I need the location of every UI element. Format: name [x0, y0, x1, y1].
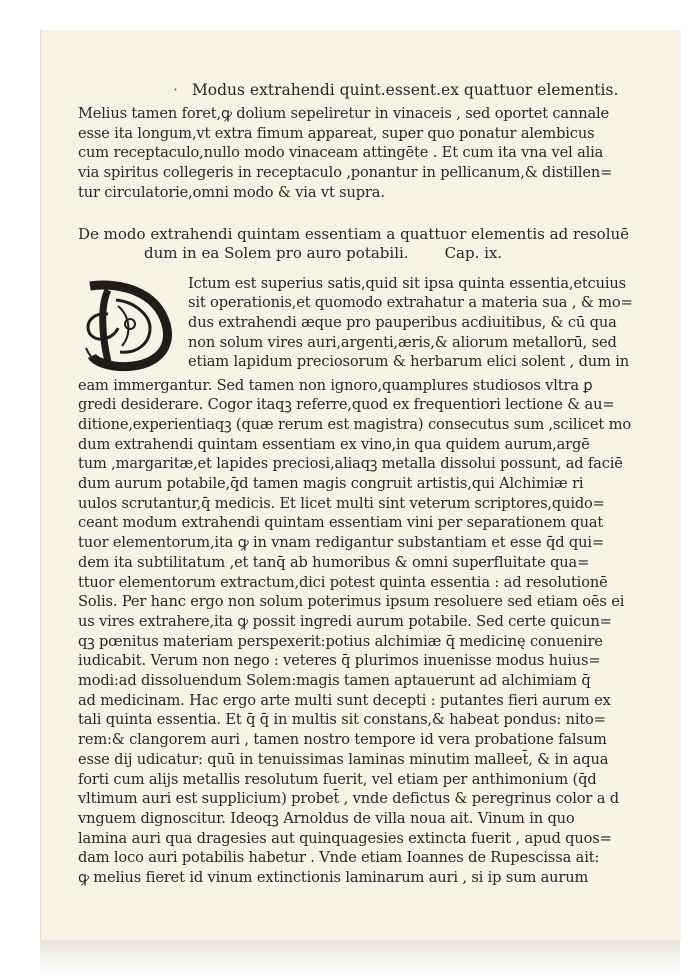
text-line: dum aurum potabile,q̄d tamen magis congruit artistis,qui Alchimiæ ri [78, 475, 584, 493]
text-line: us vires extrahere,ita ꝙ possit ingredi aurum potabile. Sed certe quicun= [78, 612, 612, 630]
heading-dot: · [173, 81, 178, 99]
text-line: rem:& clangorem auri , tamen nostro tempore id vera probatione falsum [78, 731, 607, 749]
text-line: ad medicinam. Hac ergo arte multi sunt decepti : putantes fieri aurum ex [78, 691, 611, 709]
text-line: eam immergantur. Sed tamen non ignoro,quamplures studiosos vltra ꝑ [78, 376, 593, 394]
text-line: ceant modum extrahendi quintam essentiam vini per separationem quat [78, 514, 604, 532]
text-line: dam loco auri potabilis habetur . Vnde etiam Ioannes de Rupescissa ait: [78, 849, 600, 867]
chapter-heading-line: De modo extrahendi quintam essentiam a quattuor elementis ad resoluē [78, 224, 630, 243]
text-line: cum receptaculo,nullo modo vinaceam attingēte . Et cum ita vna vel alia [78, 144, 604, 162]
text-line: tali quinta essentia. Et q̄ q̄ in multis sit constans,& habeat pondus: nito= [78, 711, 606, 729]
text-line: Ictum est superius satis,quid sit ipsa quinta essentia,etcuius [188, 274, 626, 292]
text-line: iudicabit. Verum non nego : veteres q̄ plurimos inuenisse modus huius= [78, 652, 601, 670]
text-line: vnguem dignoscitur. Ideoqꝫ Arnoldus de villa noua ait. Vinum in quo [78, 809, 575, 827]
text-line: sit operationis,et quomodo extrahatur a materia sua , & mo= [188, 294, 633, 312]
chapter-heading-line-2 [78, 244, 623, 264]
text-line: via spiritus collegeris in receptaculo ,ponantur in pellicanum,& distillen= [78, 164, 613, 182]
text-line: gredi desiderare. Cogor itaqꝫ referre,quod ex frequentiori lectione & au= [78, 396, 615, 414]
text-line: tum ,margaritæ,et lapides preciosi,aliaqꝫ metalla dissolui possunt, ad faciē [78, 455, 623, 473]
chapter-heading [78, 224, 630, 264]
text-line: Solis. Per hanc ergo non solum poterimus ipsum resoluere sed etiam oēs ei [78, 593, 625, 611]
chapter-number: Cap. ix. [444, 244, 503, 263]
text-line: ꝙ melius fieret id vinum extinctionis laminarum auri , si ip sum aurum [78, 869, 589, 887]
text-line: Melius tamen foret,ꝙ dolium sepeliretur in vinaceis , sed oportet cannale [78, 105, 610, 122]
text-line: non solum vires auri,argenti,æris,& aliorum metallorū, sed [188, 333, 617, 351]
chapter-body [78, 274, 633, 888]
initial-d-ornament [78, 276, 176, 374]
section-heading-text: Modus extrahendi quint.essent.ex quattuor elementis. [191, 81, 619, 99]
chapter-heading-text: dum in ea Solem pro auro potabili. [144, 244, 409, 263]
text-line: qꝫ pœnitus materiam perspexerit:potius alchimiæ q̄ medicinę conuenire [78, 632, 603, 650]
text-line: dus extrahendi æque pro pauperibus acdiuitibus, & cū qua [188, 313, 617, 331]
text-line: lamina auri qua dragesies aut quinquagesies extincta fuerit , apud quos= [78, 829, 612, 847]
decorated-initial-letter [78, 276, 176, 374]
text-line: esse dij udicatur: quū in tenuissimas laminas minutim malleet̄, & in aqua [78, 750, 609, 768]
text-line: etiam lapidum preciosorum & herbarum elici solent , dum in [188, 353, 629, 371]
text-line: uulos scrutantur,q̄ medicis. Et licet multi sint veterum scriptores,quido= [78, 494, 605, 512]
text-line: modi:ad dissoluendum Solem:magis tamen aptauerunt ad alchimiam q̄ [78, 672, 591, 690]
text-line: dem ita subtilitatum ,et tanq̄ ab humoribus & omni superfluitate qua= [78, 553, 590, 571]
page-bottom-shadow [40, 940, 680, 976]
first-paragraph [78, 104, 623, 203]
text-line: dum extrahendi quintam essentiam ex vino,in qua quidem aurum,argē [78, 435, 590, 453]
page-content [78, 80, 633, 888]
text-line: forti cum alijs metallis resolutum fuerit, vel etiam per anthimonium (q̄d [78, 770, 597, 788]
text-line: tur circulatorie,omni modo & via vt supra. [78, 183, 385, 201]
text-line: tuor elementorum,ita ꝙ in vnam redigantur substantiam et esse q̄d qui= [78, 534, 604, 552]
section-heading [173, 80, 623, 100]
text-line: ditione,experientiaqꝫ (quæ rerum est magistra) consecutus sum ,scilicet mo [78, 415, 631, 433]
text-line: ttuor elementorum extractum,dici potest quinta essentia : ad resolutionē [78, 573, 608, 591]
text-line: esse ita longum,vt extra fimum appareat, super quo ponatur alembicus [78, 124, 595, 142]
text-line: vltimum auri est supplicium) probet̄ , vnde defictus & peregrinus color a d [78, 790, 619, 808]
